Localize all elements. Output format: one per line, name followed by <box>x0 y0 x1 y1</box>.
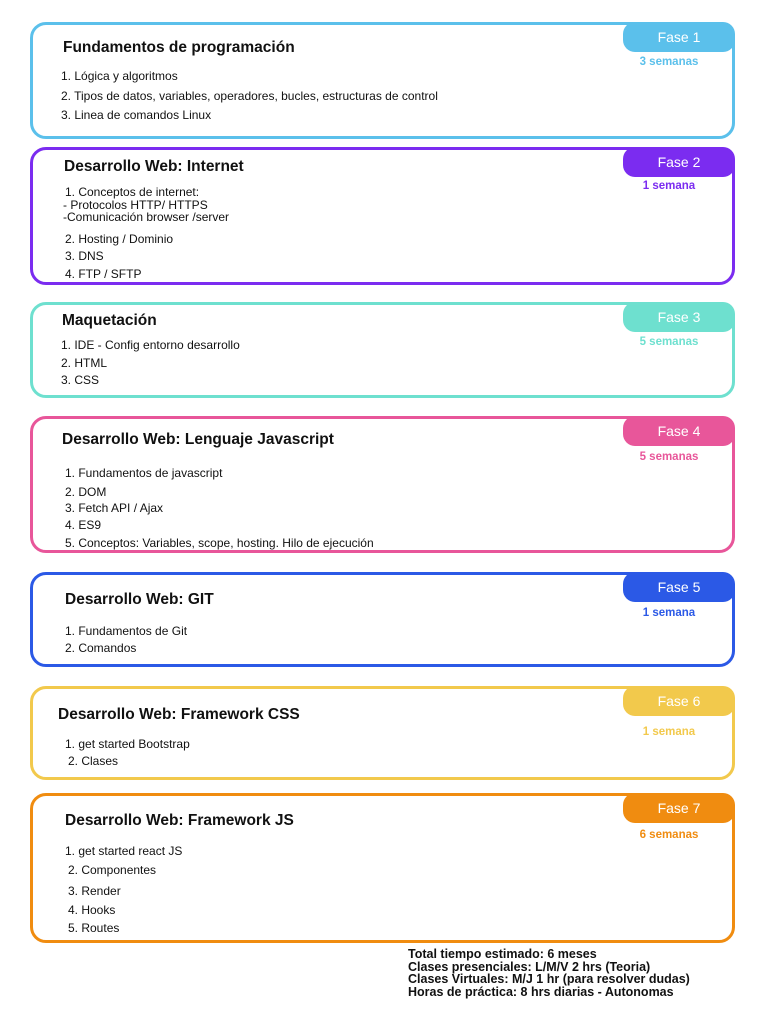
summary-line: Clases Virtuales: M/J 1 hr (para resolver dudas) <box>408 972 690 986</box>
phase-badge: Fase 2 <box>623 147 735 177</box>
phase-duration: 1 semana <box>642 726 696 738</box>
phase-duration: 6 semanas <box>639 829 699 841</box>
phase-duration: 1 semana <box>642 180 696 192</box>
phase-badge: Fase 4 <box>623 416 735 446</box>
phase-badge: Fase 6 <box>623 686 735 716</box>
phase-badge: Fase 7 <box>623 793 735 823</box>
list-item: 2. Comandos <box>65 641 137 655</box>
phase-duration: 1 semana <box>642 607 696 619</box>
phase-card-5 <box>30 572 735 667</box>
phase-title: Fundamentos de programación <box>63 39 295 56</box>
phase-badge: Fase 3 <box>623 302 735 332</box>
phase-card-4 <box>30 416 735 553</box>
phase-title: Desarrollo Web: GIT <box>65 591 214 608</box>
phase-duration: 3 semanas <box>639 56 699 68</box>
list-item: 3. CSS <box>61 373 100 387</box>
list-item: 5. Routes <box>68 921 120 935</box>
list-item: 2. DOM <box>65 485 107 499</box>
phase-badge: Fase 1 <box>623 22 735 52</box>
list-item: 3. DNS <box>65 249 104 263</box>
summary-line: Clases presenciales: L/M/V 2 hrs (Teoria) <box>408 959 651 974</box>
list-item: 5. Conceptos: Variables, scope, hosting. Hilo de ejecución <box>65 536 374 550</box>
list-item: 4. FTP / SFTP <box>65 267 142 281</box>
list-item: 2. Hosting / Dominio <box>65 232 174 246</box>
list-item: 2. Componentes <box>68 863 157 877</box>
list-item: 1. Fundamentos de Git <box>65 624 188 638</box>
summary-line: Horas de práctica: 8 hrs diarias - Autonomas <box>408 984 674 999</box>
phase-duration: 5 semanas <box>639 451 699 463</box>
list-item: 1. Lógica y algoritmos <box>61 69 178 83</box>
list-item: 2. Clases <box>68 754 119 768</box>
list-item: 1. Fundamentos de javascript <box>65 466 223 480</box>
phase-card-2 <box>30 147 735 285</box>
list-item: 2. Tipos de datos, variables, operadores, bucles, estructuras de control <box>61 89 438 103</box>
list-item: 4. Hooks <box>68 903 116 917</box>
phase-title: Desarrollo Web: Framework JS <box>65 812 294 829</box>
list-item: 4. ES9 <box>65 518 102 532</box>
list-item: 1. Conceptos de internet: <box>65 185 200 199</box>
summary-line: Total tiempo estimado: 6 meses <box>408 947 597 961</box>
phase-duration: 5 semanas <box>639 336 699 348</box>
list-item: - Protocolos HTTP/ HTTPS <box>63 198 208 212</box>
phase-title: Desarrollo Web: Internet <box>64 158 244 175</box>
list-item: 1. IDE - Config entorno desarrollo <box>61 338 240 352</box>
list-item: 1. get started react JS <box>65 844 183 858</box>
phase-card-6 <box>30 686 735 780</box>
summary-block <box>408 948 690 998</box>
list-item: -Comunicación browser /server <box>63 210 230 224</box>
phase-title: Maquetación <box>62 312 157 329</box>
phase-badge: Fase 5 <box>623 572 735 602</box>
phase-card-7 <box>30 793 735 943</box>
phase-card-3 <box>30 302 735 398</box>
phase-title: Desarrollo Web: Framework CSS <box>58 706 300 723</box>
list-item: 3. Linea de comandos Linux <box>61 108 212 122</box>
phase-title: Desarrollo Web: Lenguaje Javascript <box>62 431 334 448</box>
list-item: 3. Render <box>68 884 121 898</box>
list-item: 1. get started Bootstrap <box>65 737 190 751</box>
list-item: 3. Fetch API / Ajax <box>65 501 164 515</box>
list-item: 2. HTML <box>61 356 108 370</box>
phase-card-1 <box>30 22 735 139</box>
